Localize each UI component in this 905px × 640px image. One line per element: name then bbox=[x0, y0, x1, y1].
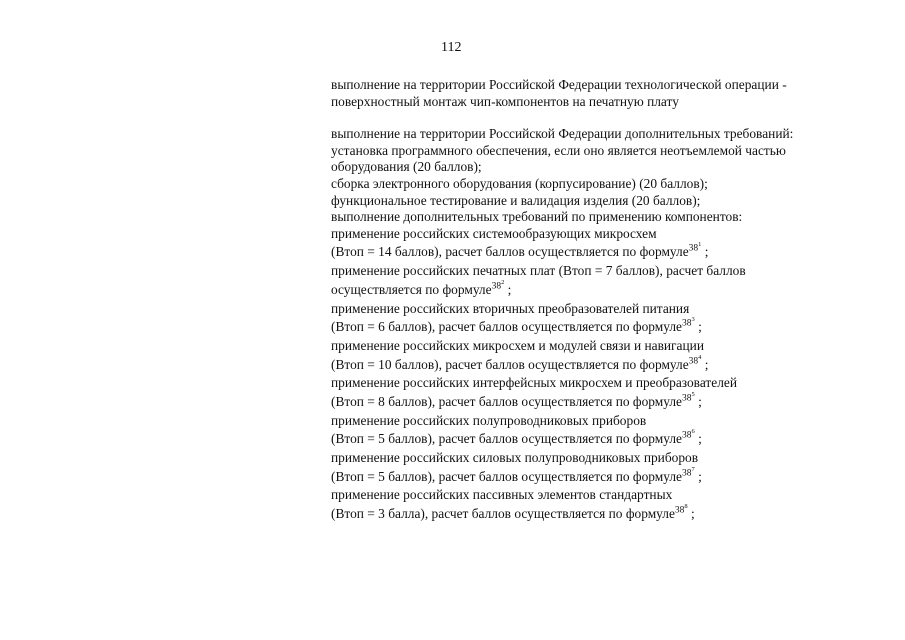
requirement-formula-line bbox=[331, 317, 871, 338]
requirement-title: применение российских пассивных элементов стандартных bbox=[331, 487, 673, 503]
paragraph-additional-requirements bbox=[331, 126, 871, 525]
formula-index: 7 bbox=[691, 465, 695, 473]
formula-number: 38 bbox=[681, 468, 692, 479]
text-line: выполнение дополнительных требований по применению компонентов: bbox=[331, 209, 743, 225]
document-body bbox=[331, 77, 871, 525]
requirement-text: (Втоп = 5 баллов), расчет баллов осуществляется по формуле bbox=[331, 468, 682, 484]
text-line: оборудования (20 баллов); bbox=[331, 159, 482, 175]
formula-index: 8 bbox=[684, 503, 688, 511]
requirement-title: применение российских системообразующих микросхем bbox=[331, 225, 657, 241]
formula-index: 5 bbox=[691, 390, 695, 398]
text-line: функциональное тестирование и валидация изделия (20 баллов); bbox=[331, 192, 701, 208]
page-number: 112 bbox=[441, 40, 462, 55]
requirement-formula-line bbox=[331, 242, 871, 263]
text-line: выполнение на территории Российской Федерации дополнительных требований: bbox=[331, 126, 794, 142]
formula-number: 38 bbox=[688, 243, 699, 254]
formula-number: 38 bbox=[491, 281, 502, 292]
formula-index: 3 bbox=[691, 316, 695, 324]
requirement-text: (Втоп = 8 баллов), расчет баллов осуществляется по формуле bbox=[331, 393, 682, 409]
requirement-formula-line bbox=[331, 467, 871, 488]
formula-index: 2 bbox=[501, 278, 505, 286]
requirement-title: применение российских вторичных преобразователей питания bbox=[331, 300, 690, 316]
formula-index: 4 bbox=[698, 353, 702, 361]
formula-number: 38 bbox=[681, 430, 692, 441]
formula-number: 38 bbox=[681, 318, 692, 329]
formula-index: 1 bbox=[698, 241, 702, 249]
paragraph-spacer bbox=[331, 110, 871, 126]
formula-suffix: ; bbox=[701, 244, 709, 260]
requirement-title: применение российских силовых полупроводниковых приборов bbox=[331, 450, 699, 466]
requirement-text: (Втоп = 5 баллов), расчет баллов осуществляется по формуле bbox=[331, 431, 682, 447]
formula-suffix: ; bbox=[694, 468, 702, 484]
requirement-text: (Втоп = 3 балла), расчет баллов осуществляется по формуле bbox=[331, 506, 675, 522]
requirement-title: применение российских микросхем и модулей связи и навигации bbox=[331, 337, 704, 353]
requirement-formula-line bbox=[331, 280, 871, 301]
text-line: установка программного обеспечения, если оно является неотъемлемой частью bbox=[331, 142, 786, 158]
formula-suffix: ; bbox=[694, 319, 702, 335]
text-line: выполнение на территории Российской Федерации технологической операции - bbox=[331, 77, 787, 92]
requirement-formula-line bbox=[331, 504, 871, 525]
formula-index: 6 bbox=[691, 428, 695, 436]
paragraph-technological-operation bbox=[331, 77, 871, 110]
requirement-title: применение российских полупроводниковых приборов bbox=[331, 412, 647, 428]
requirement-title: применение российских интерфейсных микросхем и преобразователей bbox=[331, 375, 738, 391]
requirement-text: (Втоп = 14 баллов), расчет баллов осуществляется по формуле bbox=[331, 244, 689, 260]
requirement-text: (Втоп = 10 баллов), расчет баллов осуществляется по формуле bbox=[331, 356, 689, 372]
formula-number: 38 bbox=[681, 393, 692, 404]
formula-number: 38 bbox=[688, 356, 699, 367]
formula-suffix: ; bbox=[694, 431, 702, 447]
requirement-text: осуществляется по формуле bbox=[331, 281, 492, 297]
requirement-formula-line bbox=[331, 429, 871, 450]
formula-suffix: ; bbox=[504, 281, 512, 297]
text-line: поверхностный монтаж чип-компонентов на печатную плату bbox=[331, 93, 679, 109]
formula-suffix: ; bbox=[701, 356, 709, 372]
requirement-title: применение российских печатных плат (Втоп = 7 баллов), расчет баллов bbox=[331, 263, 746, 279]
formula-number: 38 bbox=[674, 505, 685, 516]
text-line: сборка электронного оборудования (корпусирование) (20 баллов); bbox=[331, 175, 708, 191]
formula-suffix: ; bbox=[687, 506, 695, 522]
formula-suffix: ; bbox=[694, 393, 702, 409]
requirement-text: (Втоп = 6 баллов), расчет баллов осуществляется по формуле bbox=[331, 319, 682, 335]
requirement-formula-line bbox=[331, 392, 871, 413]
requirement-formula-line bbox=[331, 355, 871, 376]
